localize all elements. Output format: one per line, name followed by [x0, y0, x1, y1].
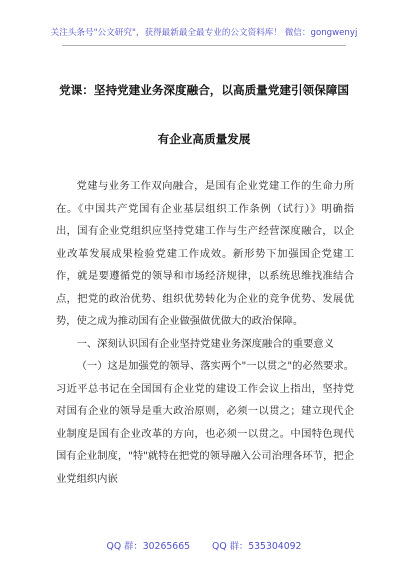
paragraph-subsection-1: （一）这是加强党的领导、落实两个"一以贯之"的必然要求。习近平总书记在全国国有企业党的建设工作会议上指出，坚持党对国有企业的领导是重大政治原则，必须一以贯之；建立现代企业制度是国有企业改革的方向，也必须一以贯之。中国特色现代国有企业制度，"特"就特在把党的领导融入公司治理各环节，把企业党组织内嵌	[56, 360, 354, 485]
document-title-line-2: 有企业高质量发展	[157, 132, 251, 146]
header-divider	[62, 45, 346, 46]
document-title-line-1: 党课：坚持党建业务深度融合，以高质量党建引领保障国	[59, 83, 349, 97]
footer-qq-group-1: QQ 群：30265665	[106, 541, 191, 552]
header-banner: 关注头条号"公文研究"，获得最新最全最专业的公文资料库！ 微信：gongwenyj	[50, 28, 358, 38]
paragraph-intro: 党建与业务工作双向融合，是国有企业党建工作的生命力所在。《中国共产党国有企业基层组织工作条例（试行）》明确指出，国有企业党组织应坚持党建工作与生产经营深度融合，以企业改革发展成果检验党建工作成效。新形势下加强国企党建工作，就是要遵循党的领导和市场经济规律，以系统思维找准结合点，把党的政治优势、组织优势转化为企业的竞争优势、发展优势，使之成为推动国有企业做强做优做大的政治保障。	[56, 180, 354, 327]
footer-contact	[0, 538, 408, 552]
section-heading-1: 一、深刻认识国有企业坚持党建业务深度融合的重要意义	[76, 337, 335, 350]
document-body	[56, 175, 354, 490]
footer-qq-group-2: QQ 群：535304092	[212, 541, 302, 552]
